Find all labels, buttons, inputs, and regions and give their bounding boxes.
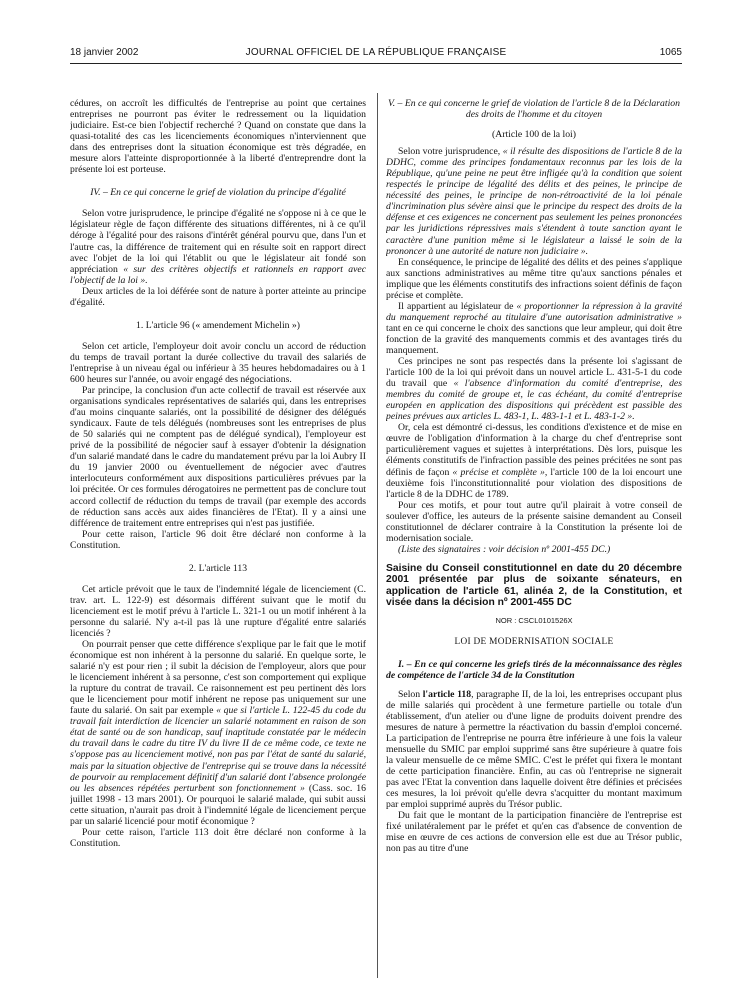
section-v-title: V. – En ce qui concerne le grief de violation de l'article 8 de la Déclaration des droits de l'homme et du citoyen — [388, 98, 680, 121]
text-run-italic: « l'absence d'information du comité d'entreprise, des membres du comité de groupe et, le cas échéant, du comité d'entreprise européen en application des dispositions qui précèdent est passible des peines prévues aux articles L. 483-1, L. 483-1-1 et L. 483-1-2 ». — [386, 378, 682, 423]
paragraph: Pour ces motifs, et pour tout autre qu'il plairait à votre conseil de soulever d'office, les auteurs de la présente saisine demandent au Conseil constitutionnel de déclarer contraire à la Constitution la présente loi de modernisation sociale. — [386, 499, 682, 544]
text-run-italic: « précise et complète » — [452, 466, 545, 478]
paragraph — [386, 689, 682, 811]
signatories-note: (Liste des signataires : voir décision nº 2001-455 DC.) — [398, 543, 611, 555]
header-date: 18 janvier 2002 — [70, 47, 139, 58]
paragraph — [386, 356, 682, 422]
text-run: Or, cela est démontré ci-dessus, les conditions d'existence et de mise en œuvre de l'obligation d'information à la charge du chef d'entreprise sont particulièrement vagues et sujettes à interprétations. Dès lors, puisque les éléments constitutifs de l'infraction passible des peines précitées ne sont pas définis de façon — [386, 422, 682, 478]
paragraph: Pour cette raison, l'article 113 doit être déclaré non conforme à la Constitution. — [70, 826, 366, 849]
left-column — [70, 98, 366, 978]
text-run-italic: « il résulte des dispositions de l'article 8 de la DDHC, comme des principes fondamentaux reconnus par les lois de la République, qu'une peine ne peut être infligée qu'à la condition que soient respectés le principe de légalité des délits et des peines, le principe de nécessité des peines, le principe de non-rétroactivité de la loi pénale d'incrimination plus sévère ainsi que le principe du respect des droits de la défense et ces exigences ne concernent pas seulement les peines prononcées par les juridictions répressives mais s'étendent à toute sanction ayant le caractère d'une punition même si le législateur a laissé le soin de la prononcer à une autorité de nature non judiciaire ». — [386, 146, 682, 257]
text-run: Selon — [398, 688, 423, 700]
paragraph — [386, 146, 682, 256]
header-rule — [70, 63, 682, 64]
text-run: tant en ce qui concerne le choix des sanctions que leur ampleur, qui doit être fonction de la gravité des manquements commis et des avantages tirés du manquement. — [386, 322, 682, 356]
paragraph: Selon cet article, l'employeur doit avoir conclu un accord de réduction du temps de travail portant la durée collective du travail des salariés de l'entreprise à un niveau égal ou inférieur à 35 heures hebdomadaires ou à 1 600 heures sur l'année, ou avoir engagé des négociations. — [70, 340, 366, 385]
column-divider — [377, 93, 378, 978]
text-run: , paragraphe II, de la loi, les entreprises occupant plus de mille salariés qui procèdent à une fermeture partielle ou totale d'un établissement, d'un atelier ou d'une ligne de produits doivent prendre des mesures de nature à permettre la réactivation du bassin d'emploi concerné. La participation de l'entreprise ne pourra être inférieure à une fois la valeur mensuelle du SMIC par emploi supprimé sans être supérieure à quatre fois la valeur mensuelle de ce même SMIC. C'est le préfet qui fixera le montant de cette participation financière. Enfin, au cas où l'entreprise ne signerait pas avec l'Etat la convention dans laquelle doivent être définies et précisées ces mesures, la loi prévoit qu'elle devra s'acquitter du montant maximum par emploi supprimé auprès du Trésor public. — [386, 688, 682, 811]
paragraph: Du fait que le montant de la participation financière de l'entreprise est fixé unilatéralement par le préfet et qu'en cas d'absence de convention de mise en œuvre de ces actions de conversion elle est due au Trésor public, non pas au titre d'une — [386, 810, 682, 855]
paragraph — [70, 208, 366, 285]
text-run: Il appartient au législateur de — [398, 300, 517, 312]
page-header — [70, 47, 682, 63]
paragraph: Par principe, la conclusion d'un acte collectif de travail est réservée aux organisations syndicales représentatives de salariés qui, dans les entreprises d'au moins cinquante salariés, ont la possibilité de désigner des délégués syndicaux. Faute de tels délégués (nombreuses sont les entreprises de plus de 50 salariés qui ne comptent pas de délégué syndical), l'employeur est privé de la possibilité de négocier sauf à essayer d'obtenir la désignation d'un salarié mandaté dans le cadre du mandatement prévu par la loi Aubry II du 19 janvier 2000 ou éventuellement de négocier avec d'autres interlocuteurs conformément aux dispositions particulières prévues par la loi précitée. Or ces formules dérogatoires ne permettent pas de conclure tout accord collectif de réduction du temps de travail (par exemple des accords de réduction sans accès aux aides financières de l'Etat). Il y a ainsi une différence de traitement entre entreprises qui n'est pas justifiée. — [70, 385, 366, 529]
text-run-bold: l'article 118 — [422, 688, 472, 700]
right-column — [386, 98, 682, 978]
paragraph: Pour cette raison, l'article 96 doit être déclaré non conforme à la Constitution. — [70, 528, 366, 551]
text-run-italic: « que si l'article L. 122-45 du code du travail fait interdiction de licencier un salarié notamment en raison de son état de santé ou de son handicap, sauf inaptitude constatée par le médecin du travail dans le cadre du titre IV du livre II de ce même code, ce texte ne s'oppose pas au licenciement motivé, non pas par l'état de santé du salarié, mais par la situation objective de l'entreprise qui se trouve dans la nécessité de pourvoir au remplacement définitif d'un salarié dont l'absence prolongée ou les absences répétées perturbent son fonctionnement » — [70, 705, 366, 794]
text-run: Ces principes ne sont pas respectés dans la présente loi s'agissant de l'article 100 de la loi qui prévoit dans un nouvel article L. 431-5-1 du code du travail que — [386, 356, 682, 390]
paragraph — [386, 301, 682, 356]
saisine-title: Saisine du Conseil constitutionnel en date du 20 décembre 2001 présentée par plus de soixante sénateurs, en application de l'article 61, alinéa 2, de la Constitution, et visée dans la décision nº 2001-455 DC — [386, 562, 682, 609]
text-run: (Cass. soc. 16 juillet 1998 - 13 mars 2001). Or pourquoi le salarié malade, qui subit aussi cette situation, n'aurait pas droit à l'indemnité légale de licenciement perçue par un salarié licencié pour motif économique ? — [70, 782, 366, 827]
section-2-title: 2. L'article 113 — [188, 562, 248, 574]
paragraph: Cet article prévoit que le taux de l'indemnité légale de licenciement (C. trav. art. L. 122-9) est désormais différent suivant que le motif du licenciement est le motif prévu à l'article L. 321-1 ou un motif inhérent à la personne du salarié. N'y a-t-il pas là une rupture d'égalité entre salariés licenciés ? — [70, 583, 366, 639]
law-title: LOI DE MODERNISATION SOCIALE — [454, 636, 614, 647]
paragraph — [70, 639, 366, 827]
text-run: Selon votre jurisprudence, — [398, 146, 503, 158]
section-1-title: 1. L'article 96 (« amendement Michelin ») — [136, 319, 300, 331]
paragraph: Deux articles de la loi déférée sont de nature à porter atteinte au principe d'égalité. — [70, 285, 366, 308]
article-reference: (Article 100 de la loi) — [492, 129, 576, 141]
text-run: , l'article 100 de la loi encourt une deuxième fois l'inconstitutionnalité pour violation des dispositions de l'article 8 de la DDHC de 1789. — [386, 466, 682, 500]
paragraph: En conséquence, le principe de légalité des délits et des peines s'applique aux sanctions administratives au même titre qu'aux sanctions pénales et implique que les éléments constitutifs des infractions soient définis de façon précise et complète. — [386, 256, 682, 301]
nor-reference: NOR : CSCL0101526X — [495, 615, 573, 625]
paragraph: cédures, on accroît les difficultés de l'entreprise au point que certaines entreprises ne pourront pas éviter le redressement ou la liquidation judiciaire. Est-ce bien l'objectif recherché ? Quand on constate que dans la quasi-totalité des cas les licenciements économiques n'interviennent que dans des entreprises dont la situation économique est très dégradée, en mesure alors l'atteinte disproportionnée à la liberté d'entreprendre dont la présente loi est porteuse. — [70, 98, 366, 176]
section-i-title: I. – En ce qui concerne les griefs tirés de la méconnaissance des règles de compétence de l'article 34 de la Constitution — [386, 658, 682, 681]
header-journal-title: JOURNAL OFFICIEL DE LA RÉPUBLIQUE FRANÇAISE — [245, 47, 507, 58]
text-run: On pourrait penser que cette différence s'explique par le fait que le motif économique est non inhérent à la personne du salarié. En quelque sorte, le salarié n'y est pour rien ; il subit la décision de l'employeur, alors que pour le licenciement inhérent à sa personne, c'est son comportement qui explique la rupture du contrat de travail. Ce raisonnement est peu pertinent dès lors que le licenciement pour motif inhérent ne repose pas uniquement sur une faute du salarié. On sait par exemple — [70, 639, 366, 717]
section-iv-title: IV. – En ce qui concerne le grief de violation du principe d'égalité — [90, 187, 346, 199]
paragraph — [386, 422, 682, 499]
text-run: Selon votre jurisprudence, le principe d'égalité ne s'oppose ni à ce que le législateur règle de façon différente des situations différentes, ni à ce qu'il déroge à l'égalité pour des raisons d'intérêt général pourvu que, dans l'un et l'autre cas, la différence de traitement qui en résulte soit en rapport direct avec l'objet de la loi qui l'établit ou que le législateur ait fondé son appréciation — [70, 208, 366, 275]
header-page-number: 1065 — [659, 47, 682, 58]
text-run-italic: « sur des critères objectifs et rationnels en rapport avec l'objectif de la loi ». — [70, 263, 366, 286]
text-run-italic: « proportionner la répression à la gravité du manquement reproché au titulaire d'une autorisation administrative » — [386, 300, 682, 323]
